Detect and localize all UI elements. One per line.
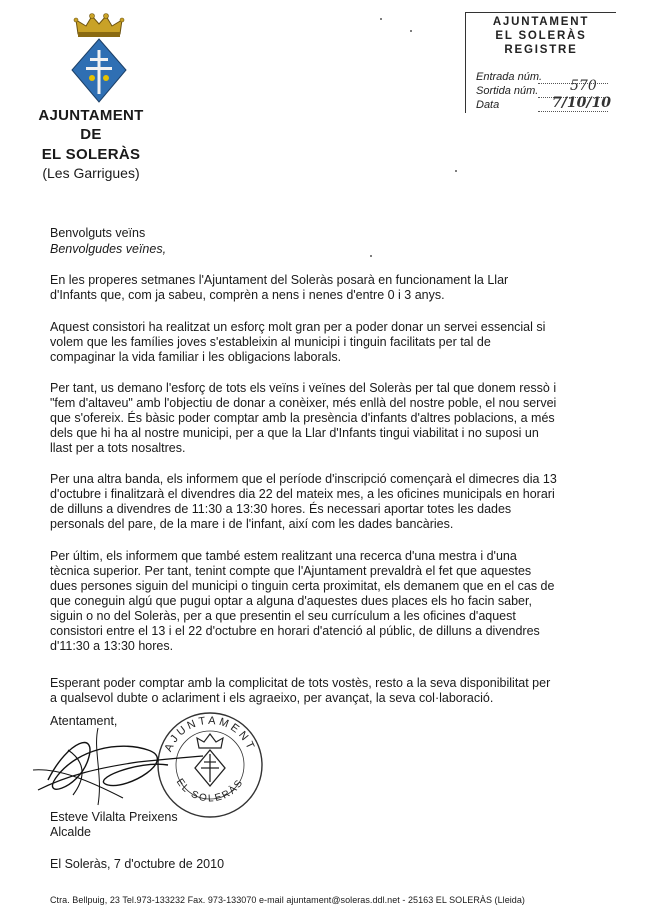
footer-contact: Ctra. Bellpuig, 23 Tel.973-133232 Fax. 973-133070 e-mail ajuntament@soleras.ddl.net - 25163 EL SOLERÀS (Lleida) <box>50 895 525 905</box>
paragraph-line: Per últim, els informem que també estem realitzant una recerca d'una mestra i d'una <box>50 549 517 563</box>
paragraph-line: de dilluns a divendres de 11:30 a 13:30 hores. És necessari aportar totes les dades <box>50 502 512 516</box>
signature-icon <box>28 720 218 810</box>
paragraph-2 <box>50 320 610 365</box>
seal-bottom-text: EL SOLERÀS <box>173 776 247 805</box>
stamp-exit-label: Sortida núm. <box>476 85 539 97</box>
stamp-date-value: 7/10/10 <box>552 95 611 111</box>
stamp-date-label: Data <box>476 99 500 111</box>
paragraph-line: que coneguin algú que pugui optar a alguna d'aquestes dues places els ho facin saber, <box>50 594 532 608</box>
coat-of-arms-icon <box>68 12 130 104</box>
paragraph-line: tècnica superior. Per tant, tenint compte que l'Ajuntament prevaldrà el fet que aquestes <box>50 564 532 578</box>
paragraph-line: Per tant, us demano l'esforç de tots els veïns i veïnes del Soleràs per tal que donem ressò i <box>50 381 557 395</box>
paragraph-line: consistori entre el 13 i el 22 d'octubre en horari d'atenció al públic, de dilluns a divendres <box>50 624 540 638</box>
paragraph-line: a qualsevol dubte o aclariment i els agraeixo, per avançat, la seva col·laboració. <box>50 691 494 705</box>
paragraph-line: dues persones siguin del municipi o tinguin certa proximitat, els demanem que en el cas de <box>50 579 555 593</box>
paragraph-line: volem que les famílies joves s'estableixin al municipi i tinguin facilitats per tal de <box>50 335 491 349</box>
paragraph-line: que s'ofereix. És bàsic poder comptar amb la presència d'infants d'altres poblacions, a més <box>50 411 555 425</box>
org-name-line1: AJUNTAMENT <box>38 107 144 124</box>
paragraph-line: Esperant poder comptar amb la complicitat de tots vostès, resto a la seva disponibilitat per <box>50 676 551 690</box>
org-name-line2: DE <box>80 126 102 143</box>
org-name-line3: EL SOLERÀS <box>41 146 141 163</box>
scan-speck <box>380 18 382 20</box>
registry-stamp <box>465 12 616 113</box>
stamp-title-line2: EL SOLERÀS <box>495 30 587 42</box>
scan-speck <box>455 170 457 172</box>
paragraph-6 <box>50 676 610 706</box>
paragraph-line: d'octubre i finalitzarà el divendres dia 22 del mateix mes, a les oficines municipals en horari <box>50 487 555 501</box>
greeting-line2: Benvolgudes veïnes, <box>50 242 167 256</box>
paragraph-line: compaginar la vida familiar i les obligacions laborals. <box>50 350 342 364</box>
stamp-title-line1: AJUNTAMENT <box>492 16 590 28</box>
stamp-entry-label: Entrada núm. <box>476 71 543 83</box>
signer-role: Alcalde <box>50 825 91 839</box>
place-and-date: El Soleràs, 7 d'octubre de 2010 <box>50 857 225 871</box>
seal-top-text: AJUNTAMENT <box>162 714 258 754</box>
paragraph-1 <box>50 273 610 303</box>
paragraph-line: d'Infants que, com ja sabeu, comprèn a nens i nenes d'entre 0 i 3 anys. <box>50 288 445 302</box>
paragraph-line: dels que hi ha al nostre municipi, per a que la Llar d'Infants tingui viabilitat i no suposi un <box>50 426 539 440</box>
org-region: (Les Garrigues) <box>42 165 140 181</box>
paragraph-line: Per una altra banda, els informem que el període d'inscripció començarà el dimecres dia 13 <box>50 472 557 486</box>
paragraph-line: "fem d'altaveu" amb l'objectiu de donar a conèixer, més enllà del nostre poble, el nou servei <box>50 396 557 410</box>
paragraph-line: d'11:30 a 13:30 hores. <box>50 639 174 653</box>
scan-speck <box>370 255 372 257</box>
paragraph-line: siguin o no del Soleràs, per a que presentin el seu currículum a les oficines d'aquest <box>50 609 516 623</box>
paragraph-line: Aquest consistori ha realitzat un esforç molt gran per a poder donar un servei essencial si <box>50 320 546 334</box>
stamp-date-line <box>538 111 608 112</box>
stamp-exit-number: 570 <box>570 78 597 94</box>
paragraph-line: personals del pare, de la mare i de l'infant, així com les dades bancàries. <box>50 517 454 531</box>
signer-name: Esteve Vilalta Preixens <box>50 810 178 824</box>
greeting-line1: Benvolguts veïns <box>50 226 146 240</box>
stamp-title-line3: REGISTRE <box>504 44 578 56</box>
paragraph-line: llast per a tots nosaltres. <box>50 441 186 455</box>
paragraph-4 <box>50 472 610 532</box>
paragraph-5 <box>50 549 610 654</box>
closing: Atentament, <box>50 714 118 728</box>
paragraph-line: En les properes setmanes l'Ajuntament del Soleràs posarà en funcionament la Llar <box>50 273 509 287</box>
paragraph-3 <box>50 381 610 456</box>
scan-speck <box>410 30 412 32</box>
